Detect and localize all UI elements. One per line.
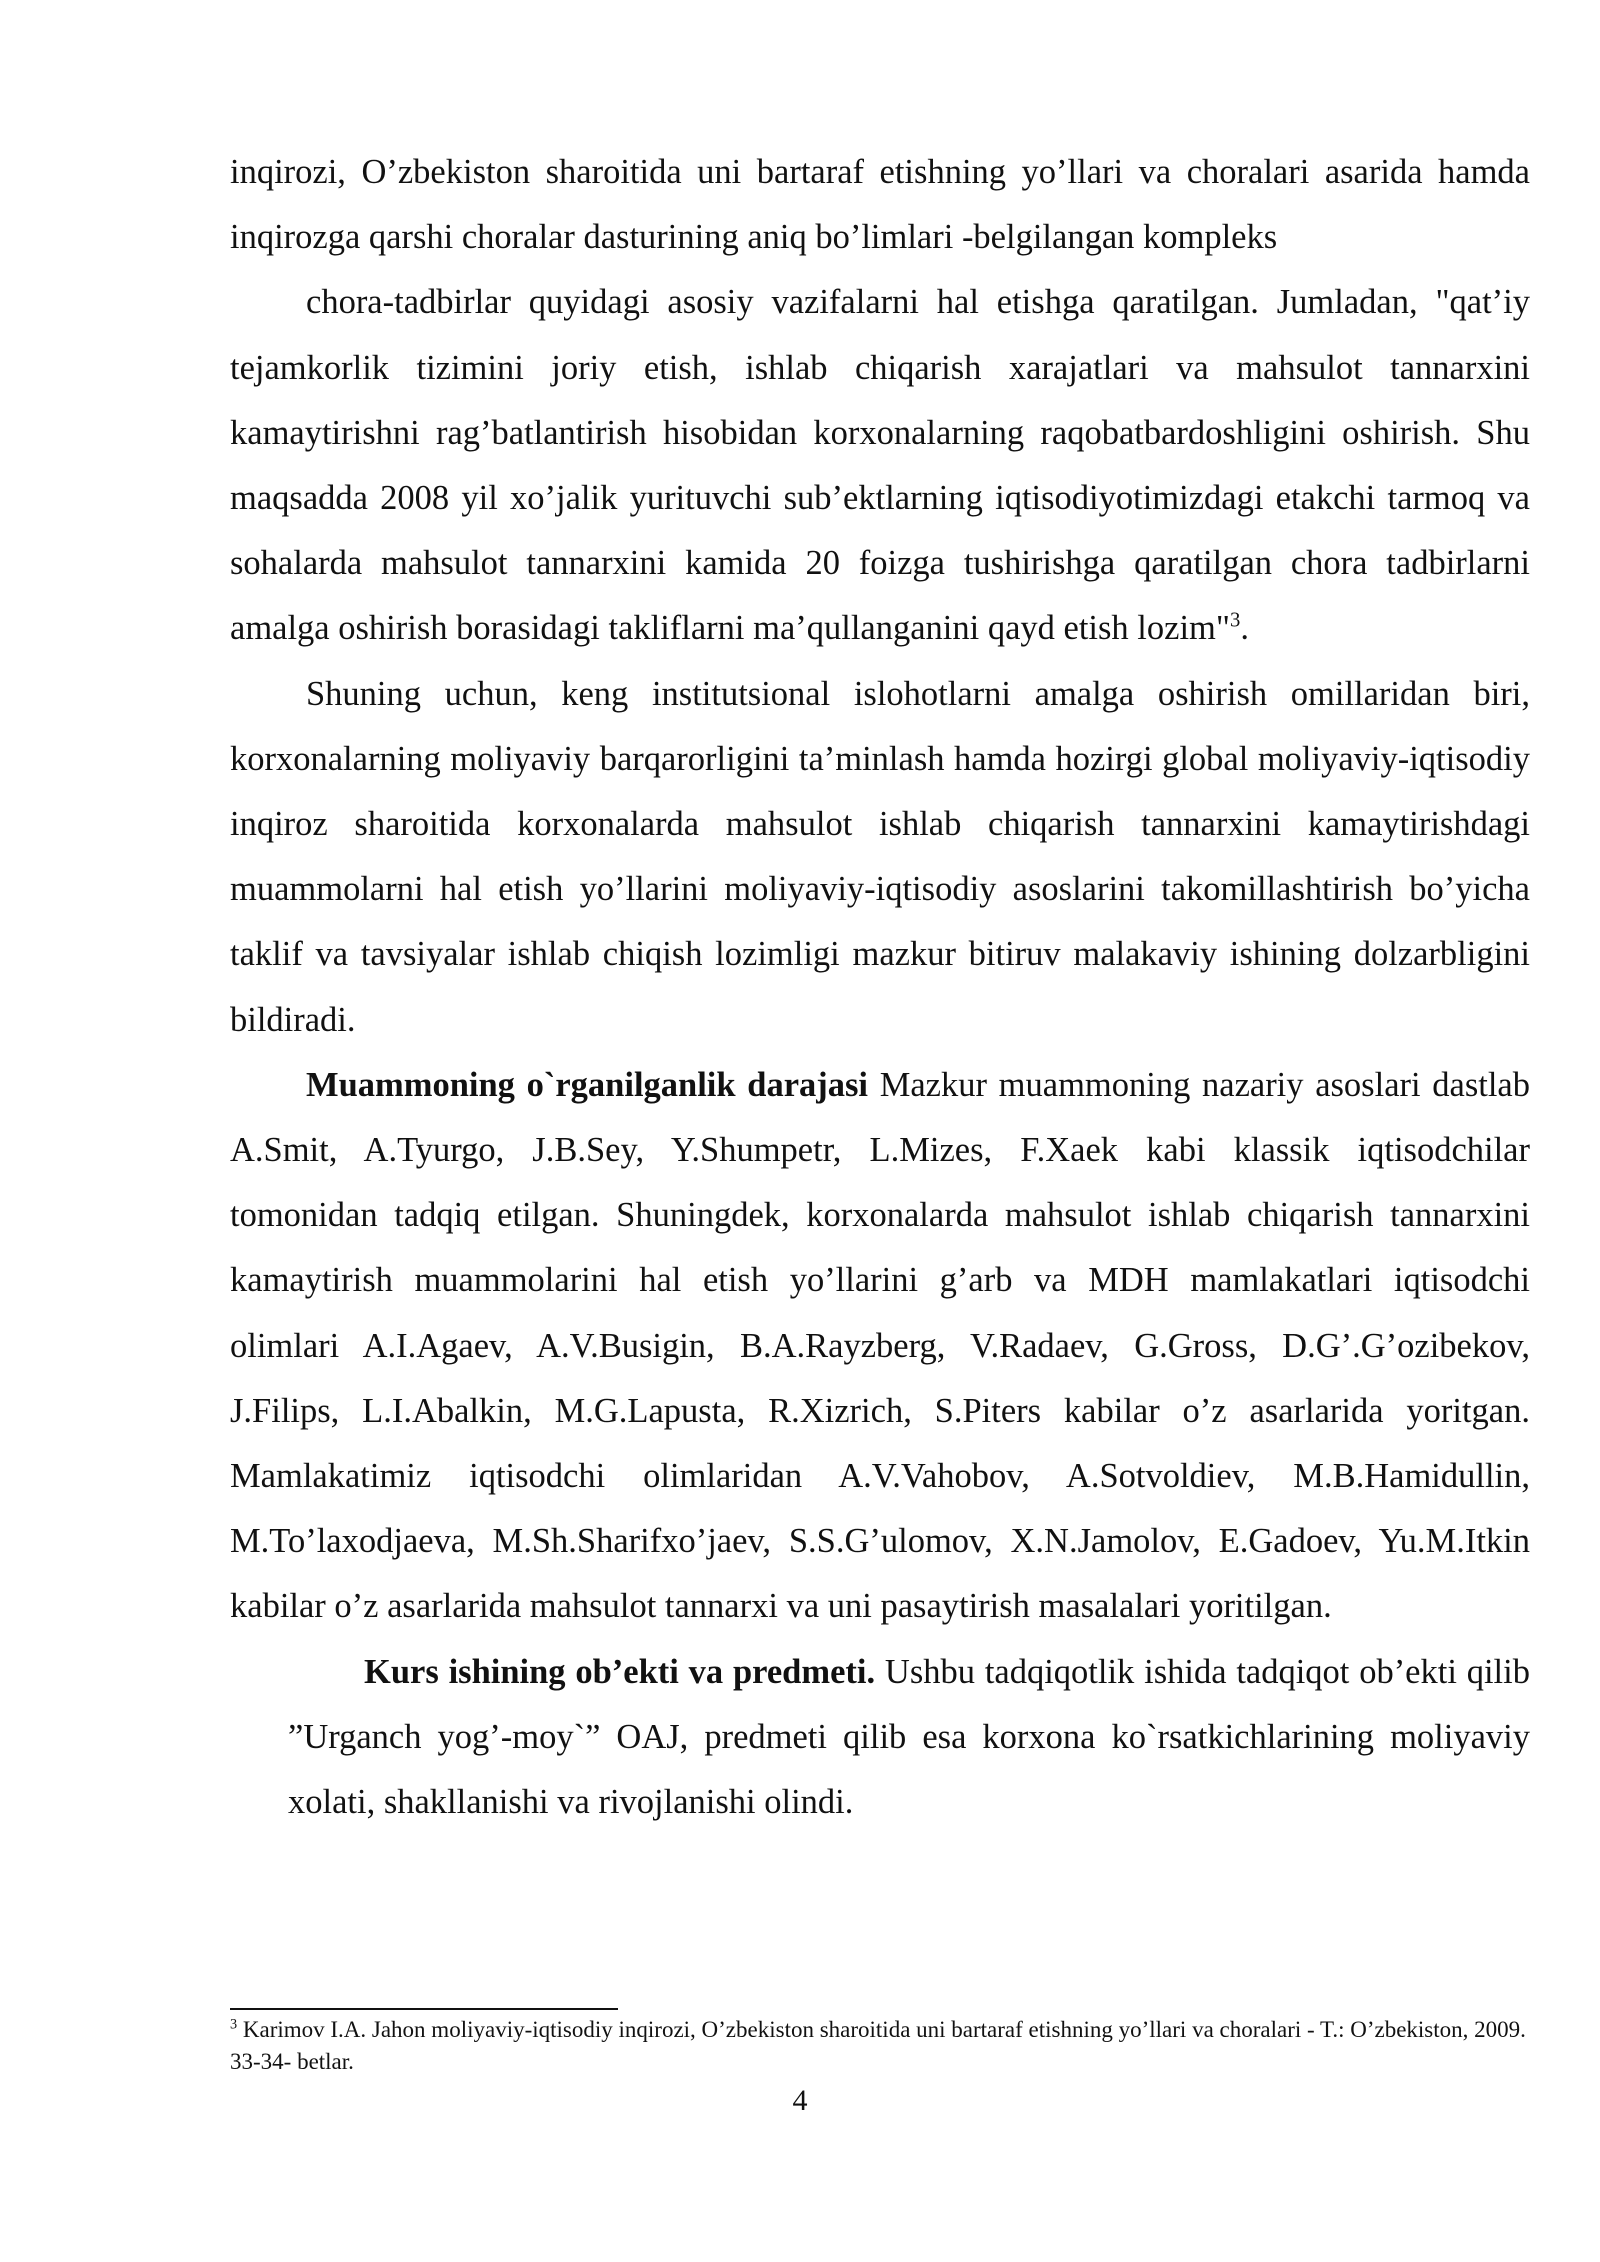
section-heading: Kurs ishining ob’ekti va predmeti. (364, 1652, 876, 1691)
paragraph-continuation (230, 140, 1530, 270)
section-heading: Muammoning o`rganilganlik darajasi (306, 1065, 869, 1104)
page-number: 4 (792, 2084, 808, 2117)
footnote-number: 3 (230, 2016, 238, 2033)
paragraph-text: inqirozi, O’zbekiston sharoitida uni bartaraf etishning yo’llari va choralari asarida hamda inqirozga qarshi choralar dasturining aniq bo’limlari -belgilangan kompleks (230, 153, 1530, 257)
paragraph-relevance (230, 662, 1530, 1053)
paragraph-text: Ushbu tadqiqotlik ishida tadqiqot ob’ekti qilib ”Urganch yog’-moy`” OAJ, predmeti qilib esa korxona ko`rsatkichlarining moliyaviy xolati, shakllanishi va rivojlanishi olindi. (288, 1652, 1530, 1822)
body-text (230, 140, 1530, 1835)
paragraph-end: . (1240, 609, 1249, 648)
footnote (230, 2014, 1530, 2078)
paragraph-text: Shuning uchun, keng institutsional islohotlarni amalga oshirish omillaridan biri, korxonalarning moliyaviy barqarorligini ta’minlash hamda hozirgi global moliyaviy-iqtisodiy inqiroz sharoitida korxonalarda mahsulot ishlab chiqarish tannarxini kamaytirishdagi muammolarni hal etish yo’llarini moliyaviy-iqtisodiy asoslarini takomillashtirish bo’yicha taklif va tavsiyalar ishlab chiqish lozimligi mazkur bitiruv malakaviy ishining dolzarbligini bildiradi. (230, 674, 1530, 1039)
paragraph-measures (230, 270, 1530, 661)
footnote-separator (230, 2008, 618, 2010)
paragraph-text: Mazkur muammoning nazariy asoslari dastlab A.Smit, A.Tyurgo, J.B.Sey, Y.Shumpetr, L.Mizes, F.Xaek kabi klassik iqtisodchilar tomonidan tadqiq etilgan. Shuningdek, korxonalarda mahsulot ishlab chiqarish tannarxini kamaytirish muammolarini hal etish yo’llarini g’arb va MDH mamlakatlari iqtisodchi olimlari A.I.Agaev, A.V.Busigin, B.A.Rayzberg, V.Radaev, G.Gross, D.G’.G’ozibekov, J.Filips, L.I.Abalkin, M.G.Lapusta, R.Xizrich, S.Piters kabilar o’z asarlarida yoritgan. Mamlakatimiz iqtisodchi olimlaridan A.V.Vahobov, A.Sotvoldiev, M.B.Hamidullin, M.To’laxodjaeva, M.Sh.Sharifxo’jaev, S.S.G’ulomov, X.N.Jamolov, E.Gadoev, Yu.M.Itkin kabilar o’z asarlarida mahsulot tannarxi va uni pasaytirish masalalari yoritilgan. (230, 1065, 1530, 1626)
paragraph-research-degree (230, 1053, 1530, 1640)
footnote-text: Karimov I.A. Jahon moliyaviy-iqtisodiy inqirozi, O’zbekiston sharoitida uni bartaraf etishning yo’llari va choralari - T.: O’zbekiston, 2009. 33-34- betlar. (230, 2017, 1526, 2074)
paragraph-object-subject (230, 1640, 1530, 1836)
footnote-reference[interactable]: 3 (1229, 609, 1241, 632)
paragraph-text: chora-tadbirlar quyidagi asosiy vazifalarni hal etishga qaratilgan. Jumladan, "qat’iy tejamkorlik tizimini joriy etish, ishlab chiqarish xarajatlari va mahsulot tannarxini kamaytirishni rag’batlantirish hisobidan korxonalarning raqobatbardoshligini oshirish. Shu maqsadda 2008 yil xo’jalik yurituvchi sub’ektlarning iqtisodiyotimizdagi etakchi tarmoq va sohalarda mahsulot tannarxini kamida 20 foizga tushirishga qaratilgan chora tadbirlarni amalga oshirish borasidagi takliflarni ma’qullanganini qayd etish lozim" (230, 283, 1530, 648)
